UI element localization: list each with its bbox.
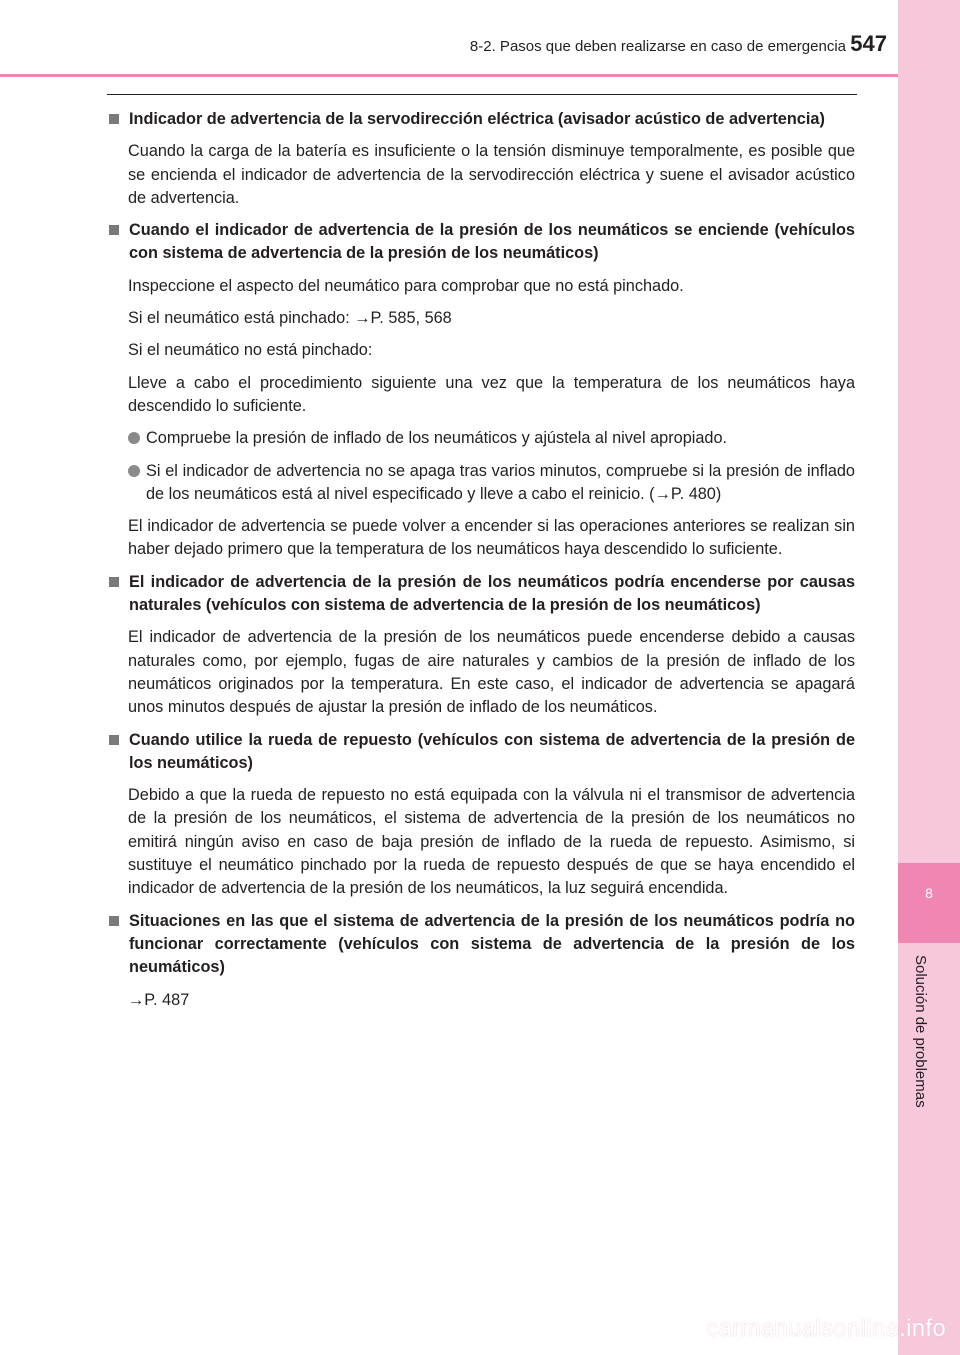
section-spare-wheel — [107, 729, 855, 901]
section-tpms-natural-causes — [107, 571, 855, 720]
paragraph: Cuando la carga de la batería es insuficiente o la tensión disminuye temporalmente, es posible que se encienda el indicador de advertencia de la servodirección eléctrica y suene el avisador acústico de advertencia. — [128, 142, 855, 207]
header-divider — [0, 74, 898, 77]
content — [107, 108, 855, 1021]
watermark: carmanualsonline.info — [706, 1315, 946, 1342]
page-number: 547 — [850, 31, 887, 56]
paragraph: El indicador de advertencia se puede volver a encender si las operaciones anteriores se realizan sin haber dejado primero que la temperatura de los neumáticos haya descendido lo suficiente. — [128, 517, 855, 559]
square-bullet-icon — [109, 916, 119, 926]
page-reference: →P. 487 — [128, 990, 190, 1009]
chapter-title: Solución de problemas — [912, 955, 929, 1108]
chapter-tab[interactable] — [898, 863, 960, 943]
section-tpms-malfunction — [107, 910, 855, 1012]
section-heading: El indicador de advertencia de la presión de los neumáticos podría encenderse por causas naturales (vehículos con sistema de advertencia de la presión de los neumáticos) — [107, 571, 855, 618]
content-rule — [107, 94, 857, 95]
paragraph: Inspeccione el aspecto del neumático para comprobar que no está pinchado. — [128, 276, 684, 295]
section-heading: Indicador de advertencia de la servodirección eléctrica (avisador acústico de advertencia) — [107, 108, 855, 131]
section-tpms-light-on — [107, 219, 855, 562]
sidebar — [898, 0, 960, 1355]
square-bullet-icon — [109, 577, 119, 587]
section-eps-warning — [107, 108, 855, 210]
section-heading: Cuando el indicador de advertencia de la presión de los neumáticos se enciende (vehículos con sistema de advertencia de la presión de los neumáticos) — [107, 219, 855, 266]
paragraph-with-reference: Si el neumático está pinchado: →P. 585, 568 — [128, 309, 452, 328]
list-item: Si el indicador de advertencia no se apaga tras varios minutos, compruebe si la presión de inflado de los neumáticos está al nivel especificado y lleve a cabo el reinicio. (→P. 480) — [107, 460, 855, 507]
square-bullet-icon — [109, 225, 119, 235]
round-bullet-icon — [128, 432, 140, 444]
list-item: Compruebe la presión de inflado de los neumáticos y ajústela al nivel apropiado. — [107, 427, 855, 450]
paragraph: El indicador de advertencia de la presión de los neumáticos puede encenderse debido a causas naturales como, por ejemplo, fugas de aire naturales y cambios de la presión de inflado de los neumáticos originados por la temperatura. En este caso, el indicador de advertencia se apagará unos minutos después de ajustar la presión de inflado de los neumáticos. — [128, 628, 855, 717]
round-bullet-icon — [128, 465, 140, 477]
section-heading: Situaciones en las que el sistema de advertencia de la presión de los neumáticos podría no funcionar correctamente (vehículos con sistema de advertencia de la presión de los neumáticos) — [107, 910, 855, 980]
paragraph: Debido a que la rueda de repuesto no está equipada con la válvula ni el transmisor de advertencia de la presión de los neumáticos, el sistema de advertencia de la presión de los neumáticos no emitirá ningún aviso en caso de baja presión de inflado de la rueda de repuesto. Asimismo, si sustituye el neumático pinchado por la rueda de repuesto después de que se haya encendido el indicador de advertencia de la presión de los neumáticos, la luz seguirá encendida. — [128, 786, 855, 898]
paragraph: Lleve a cabo el procedimiento siguiente una vez que la temperatura de los neumáticos haya descendido lo suficiente. — [128, 373, 855, 415]
chapter-number: 8 — [925, 885, 933, 901]
paragraph: Si el neumático no está pinchado: — [128, 341, 373, 360]
section-heading: Cuando utilice la rueda de repuesto (vehículos con sistema de advertencia de la presión de los neumáticos) — [107, 729, 855, 776]
header-section-title: 8-2. Pasos que deben realizarse en caso de emergencia — [469, 38, 846, 55]
square-bullet-icon — [109, 735, 119, 745]
square-bullet-icon — [109, 114, 119, 124]
